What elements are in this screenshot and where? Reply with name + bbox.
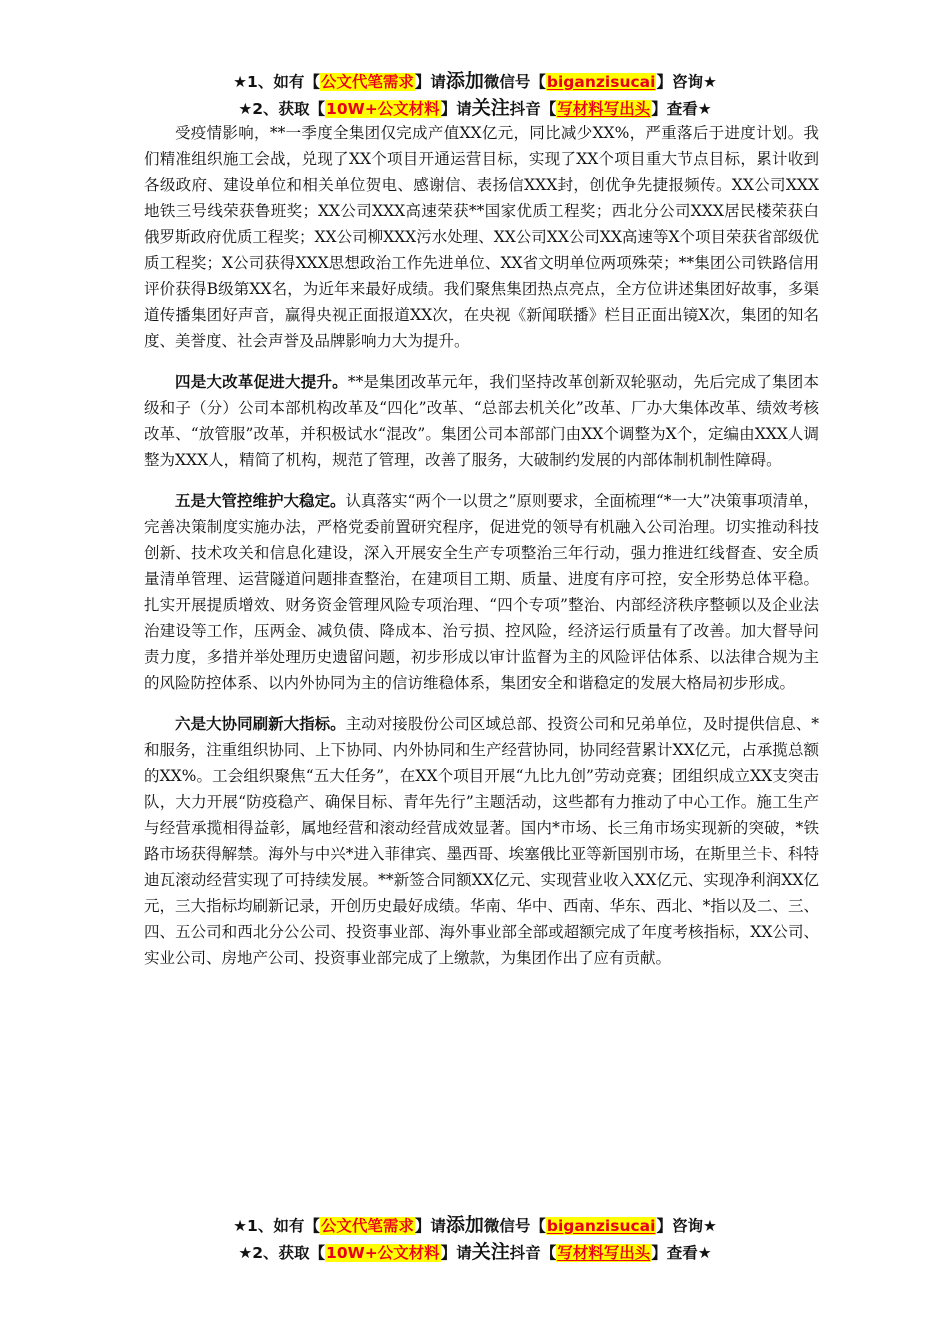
emphasis-add: 添加 bbox=[445, 1214, 484, 1236]
highlight-wechat-id[interactable]: biganzisucai bbox=[546, 73, 656, 91]
highlight-douyin-account[interactable]: 写材料写出头 bbox=[557, 100, 651, 118]
promo-banner-bottom bbox=[0, 1212, 950, 1266]
document-body bbox=[144, 120, 819, 971]
paragraph-lead: 四是大改革促进大提升。 bbox=[175, 372, 348, 391]
paragraph bbox=[144, 120, 819, 354]
promo-line-1: ★1、如有【公文代笔需求】请添加微信号【biganzisucai】咨询★ bbox=[233, 70, 717, 92]
highlight-materials: 10W+公文材料 bbox=[326, 1244, 440, 1262]
highlight-materials: 10W+公文材料 bbox=[326, 100, 440, 118]
paragraph-text: 主动对接股份公司区域总部、投资公司和兄弟单位，及时提供信息、*和服务，注重组织协同、上下协同、内外协同和生产经营协同，协同经营累计XX亿元，占承揽总额的XX%。工会组织聚焦“五大任务”，在XX个项目开展“九比九创”劳动竞赛；团组织成立XX支突击队，大力开展“防疫稳产、确保目标、青年先行”主题活动，这些都有力推动了中心工作。施工生产与经营承揽相得益彰，属地经营和滚动经营成效显著。国内*市场、长三角市场实现新的突破，*铁路市场获得解禁。海外与中兴*进入菲律宾、墨西哥、埃塞俄比亚等新国别市场，在斯里兰卡、科特迪瓦滚动经营实现了可持续发展。**新签合同额XX亿元、实现营业收入XX亿元、实现净利润XX亿元，三大指标均刷新记录，开创历史最好成绩。华南、华中、西南、华东、西北、*指以及二、三、四、五公司和西北分公公司、投资事业部、海外事业部全部或超额完成了年度考核指标，XX公司、实业公司、房地产公司、投资事业部完成了上缴款，为集团作出了应有贡献。 bbox=[144, 715, 819, 967]
paragraph bbox=[144, 711, 819, 971]
promo-banner-top bbox=[0, 68, 950, 122]
paragraph-text: 认真落实“两个一以贯之”原则要求，全面梳理“*一大”决策事项清单，完善决策制度实施办法，严格党委前置研究程序，促进党的领导有机融入公司治理。切实推动科技创新、技术攻关和信息化建设，深入开展安全生产专项整治三年行动，强力推进红线督查、安全质量清单管理、运营隧道问题排查整治，在建项目工期、质量、进度有序可控，安全形势总体平稳。扎实开展提质增效、财务资金管理风险专项治理、“四个专项”整治、内部经济秩序整顿以及企业法治建设等工作，压两金、减负债、降成本、治亏损、控风险，经济运行质量有了改善。加大督导问责力度，多措并举处理历史遗留问题，初步形成以审计监督为主的风险评估体系、以法律合规为主的风险防控体系、以内外协同为主的信访维稳体系，集团安全和谐稳定的发展大格局初步形成。 bbox=[144, 492, 819, 692]
highlight-service: 公文代笔需求 bbox=[320, 73, 414, 91]
paragraph-lead: 五是大管控维护大稳定。 bbox=[175, 491, 346, 510]
paragraph bbox=[144, 488, 819, 696]
paragraph-text: 受疫情影响，**一季度全集团仅完成产值XX亿元，同比减少XX%，严重落后于进度计划。我们精准组织施工会战，兑现了XX个项目开通运营目标，实现了XX个项目重大节点目标，累计收到各级政府、建设单位和相关单位贺电、感谢信、表扬信XXX封，创优争先捷报频传。XX公司XXX地铁三号线荣获鲁班奖；XX公司XXX高速荣获**国家优质工程奖；西北分公司XXX居民楼荣获白俄罗斯政府优质工程奖；XX公司柳XXX污水处理、XX公司XX公司XX高速等X个项目荣获省部级优质工程奖；X公司获得XXX思想政治工作先进单位、XX省文明单位两项殊荣；**集团公司铁路信用评价获得B级第XX名，为近年来最好成绩。我们聚焦集团热点亮点，全方位讲述集团好故事，多渠道传播集团好声音，赢得央视正面报道XX次，在央视《新闻联播》栏目正面出镜X次，集团的知名度、美誉度、社会声誉及品牌影响力大为提升。 bbox=[144, 124, 819, 350]
highlight-douyin-account[interactable]: 写材料写出头 bbox=[557, 1244, 651, 1262]
paragraph-lead: 六是大协同刷新大指标。 bbox=[175, 714, 346, 733]
highlight-service: 公文代笔需求 bbox=[320, 1217, 414, 1235]
emphasis-add: 添加 bbox=[445, 70, 484, 92]
promo-line-2: ★2、获取【10W+公文材料】请关注抖音【写材料写出头】查看★ bbox=[238, 1241, 712, 1263]
paragraph bbox=[144, 369, 819, 473]
highlight-wechat-id[interactable]: biganzisucai bbox=[546, 1217, 656, 1235]
promo-line-2: ★2、获取【10W+公文材料】请关注抖音【写材料写出头】查看★ bbox=[238, 97, 712, 119]
emphasis-follow: 关注 bbox=[471, 1241, 510, 1263]
promo-line-1: ★1、如有【公文代笔需求】请添加微信号【biganzisucai】咨询★ bbox=[233, 1214, 717, 1236]
emphasis-follow: 关注 bbox=[471, 97, 510, 119]
paragraph-text: **是集团改革元年，我们坚持改革创新双轮驱动，先后完成了集团本级和子（分）公司本部机构改革及“四化”改革、“总部去机关化”改革、厂办大集体改革、绩效考核改革、“放管服”改革，并积极试水“混改”。集团公司本部部门由XX个调整为X个，定编由XXX人调整为XXX人，精简了机构，规范了管理，改善了服务，大破制约发展的内部体制机制性障碍。 bbox=[144, 373, 819, 469]
